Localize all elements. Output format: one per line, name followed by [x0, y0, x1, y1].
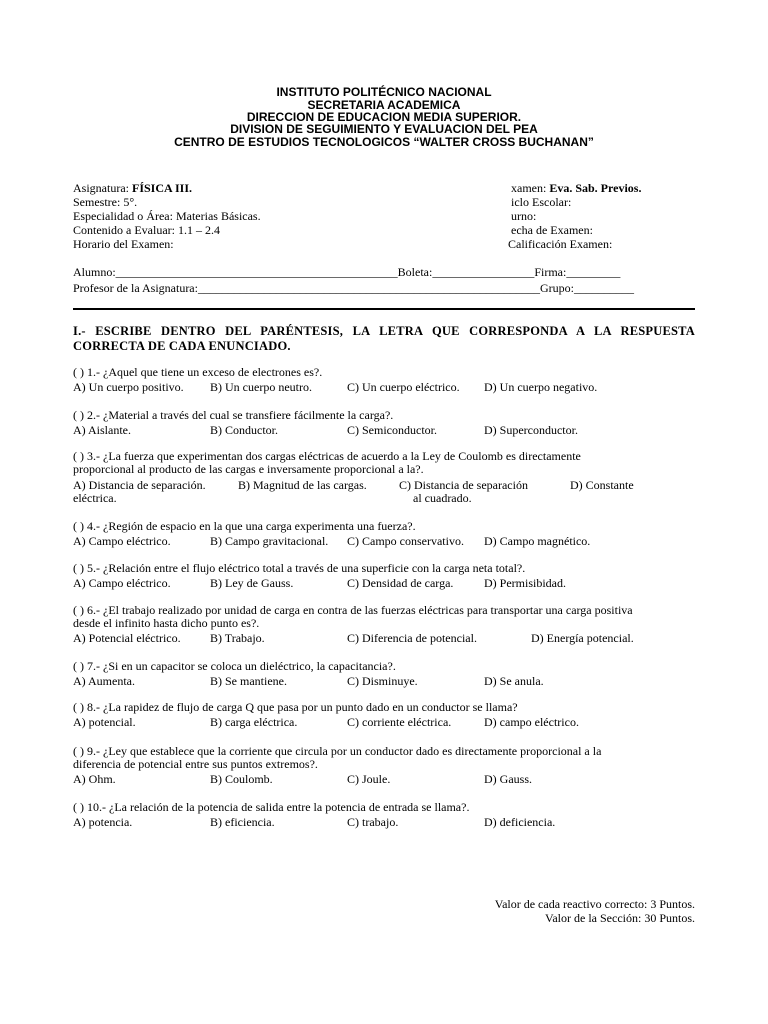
section-divider: [73, 308, 695, 310]
semestre-line: Semestre: 5°.: [73, 195, 138, 209]
question-text: ( ) 5.- ¿Relación entre el flujo eléctrico total a través de una superficie con la carga neta total?.: [73, 561, 526, 575]
question-7: [73, 659, 698, 688]
option-b[interactable]: B) Trabajo.: [210, 631, 265, 645]
question-4: [73, 519, 698, 548]
option-d[interactable]: D) Permisibidad.: [484, 576, 566, 590]
option-b[interactable]: B) carga eléctrica.: [210, 715, 298, 729]
option-a[interactable]: A) Aumenta.: [73, 674, 135, 688]
option-d[interactable]: D) Campo magnético.: [484, 534, 591, 548]
option-d[interactable]: D) Energía potencial.: [531, 631, 634, 645]
question-text: ( ) 10.- ¿La relación de la potencia de salida entre la potencia de entrada se llama?.: [73, 800, 470, 814]
question-text: ( ) 7.- ¿Si en un capacitor se coloca un dieléctrico, la capacitancia?.: [73, 659, 396, 673]
option-a[interactable]: A) Potencial eléctrico.: [73, 631, 181, 645]
question-8: [73, 700, 698, 729]
option-c[interactable]: C) Distancia de separación: [399, 478, 528, 492]
option-b[interactable]: B) Coulomb.: [210, 772, 273, 786]
option-a[interactable]: A) Distancia de separación.: [73, 478, 206, 492]
option-d[interactable]: D) Se anula.: [484, 674, 544, 688]
horario-line: Horario del Examen:: [73, 237, 174, 251]
institution-name: INSTITUTO POLITÉCNICO NACIONAL: [276, 85, 492, 99]
especialidad-line: Especialidad o Área: Materias Básicas.: [73, 209, 261, 223]
question-5: [73, 561, 698, 590]
direction-name: DIRECCION DE EDUCACION MEDIA SUPERIOR.: [246, 110, 522, 124]
option-c[interactable]: C) Campo conservativo.: [347, 534, 464, 548]
profesor-field[interactable]: Profesor de la Asignatura:_________________________________________________________Grupo:__________: [73, 281, 634, 295]
option-a[interactable]: A) Campo eléctrico.: [73, 576, 171, 590]
option-c[interactable]: C) Disminuye.: [347, 674, 418, 688]
examen-value: Eva. Sab. Previos.: [549, 181, 642, 195]
option-b[interactable]: B) Conductor.: [210, 423, 278, 437]
question-3: [73, 449, 698, 505]
option-b[interactable]: B) eficiencia.: [210, 815, 275, 829]
question-10: [73, 800, 698, 829]
option-d[interactable]: D) Gauss.: [484, 772, 532, 786]
option-b[interactable]: B) Se mantiene.: [210, 674, 287, 688]
option-b[interactable]: B) Campo gravitacional.: [210, 534, 329, 548]
option-c[interactable]: C) Semiconductor.: [347, 423, 437, 437]
option-c[interactable]: C) trabajo.: [347, 815, 399, 829]
asignatura-value: FÍSICA III.: [132, 181, 193, 195]
points-per-item: Valor de cada reactivo correcto: 3 Puntos.: [494, 897, 695, 911]
option-b[interactable]: B) Magnitud de las cargas.: [238, 478, 367, 492]
turno-line: urno:: [511, 209, 537, 223]
option-c[interactable]: C) Densidad de carga.: [347, 576, 454, 590]
examen-label: xamen:: [511, 181, 550, 195]
option-d[interactable]: D) Superconductor.: [484, 423, 578, 437]
option-d[interactable]: D) campo eléctrico.: [484, 715, 579, 729]
question-2: [73, 408, 698, 437]
option-a[interactable]: A) potencia.: [73, 815, 133, 829]
school-name: CENTRO DE ESTUDIOS TECNOLOGICOS “WALTER CROSS BUCHANAN”: [174, 135, 594, 149]
option-c[interactable]: C) Joule.: [347, 772, 391, 786]
option-a[interactable]: A) Ohm.: [73, 772, 116, 786]
question-text: ( ) 8.- ¿La rapidez de flujo de carga Q que pasa por un punto dado en un conductor se llama?: [73, 700, 518, 714]
option-b[interactable]: B) Un cuerpo neutro.: [210, 380, 312, 394]
option-d[interactable]: D) Constante: [570, 478, 634, 492]
section-title: I.- ESCRIBE DENTRO DEL PARÉNTESIS, LA LETRA QUE CORRESPONDA A LA RESPUESTA CORRECTA DE CADA ENUNCIADO.: [73, 324, 695, 353]
question-text-line-1: ( ) 9.- ¿Ley que establece que la corriente que circula por un conductor dado es directamente proporcional a la: [73, 744, 602, 758]
calificacion-line: Calificación Examen:: [508, 237, 613, 251]
question-text: ( ) 2.- ¿Material a través del cual se transfiere fácilmente la carga?.: [73, 408, 394, 422]
option-c[interactable]: C) Diferencia de potencial.: [347, 631, 477, 645]
option-d[interactable]: D) Un cuerpo negativo.: [484, 380, 598, 394]
option-c[interactable]: C) corriente eléctrica.: [347, 715, 452, 729]
question-text-line-1: ( ) 3.- ¿La fuerza que experimentan dos cargas eléctricas de acuerdo a la Ley de Coulomb es directamente: [73, 449, 581, 463]
question-text: ( ) 4.- ¿Región de espacio en la que una carga experimenta una fuerza?.: [73, 519, 416, 533]
alumno-field[interactable]: Alumno:_______________________________________________Boleta:_________________Firma:_________: [73, 265, 621, 279]
section-value: Valor de la Sección: 30 Puntos.: [545, 911, 695, 925]
option-b[interactable]: B) Ley de Gauss.: [210, 576, 294, 590]
option-a[interactable]: A) potencial.: [73, 715, 136, 729]
question-6: [73, 603, 698, 645]
question-text-line-1: ( ) 6.- ¿El trabajo realizado por unidad de carga en contra de las fuerzas eléctricas para transportar una carga positiva: [73, 603, 633, 617]
question-9: [73, 744, 698, 786]
option-a[interactable]: A) Aislante.: [73, 423, 131, 437]
department-name: SECRETARIA ACADEMICA: [307, 98, 461, 112]
contenido-line: Contenido a Evaluar: 1.1 – 2.4: [73, 223, 220, 237]
fecha-line: echa de Examen:: [511, 223, 593, 237]
question-text-line-2: proporcional al producto de las cargas e inversamente proporcional a la?.: [73, 462, 424, 476]
option-a[interactable]: A) Campo eléctrico.: [73, 534, 171, 548]
question-text: ( ) 1.- ¿Aquel que tiene un exceso de electrones es?.: [73, 365, 323, 379]
question-text-line-2: desde el infinito hasta dicho punto es?.: [73, 616, 260, 630]
option-d[interactable]: D) deficiencia.: [484, 815, 556, 829]
asignatura-label: Asignatura:: [73, 181, 132, 195]
asignatura-line: [73, 182, 192, 195]
question-text-line-2: diferencia de potencial entre sus puntos extremos?.: [73, 757, 318, 771]
option-c-continued: al cuadrado.: [413, 491, 472, 505]
option-c[interactable]: C) Un cuerpo eléctrico.: [347, 380, 460, 394]
examen-line: [511, 182, 641, 195]
option-a[interactable]: A) Un cuerpo positivo.: [73, 380, 184, 394]
option-a-continued: eléctrica.: [73, 491, 117, 505]
division-name: DIVISION DE SEGUIMIENTO Y EVALUACION DEL PEA: [230, 122, 538, 136]
ciclo-line: iclo Escolar:: [511, 195, 572, 209]
question-1: [73, 365, 698, 394]
